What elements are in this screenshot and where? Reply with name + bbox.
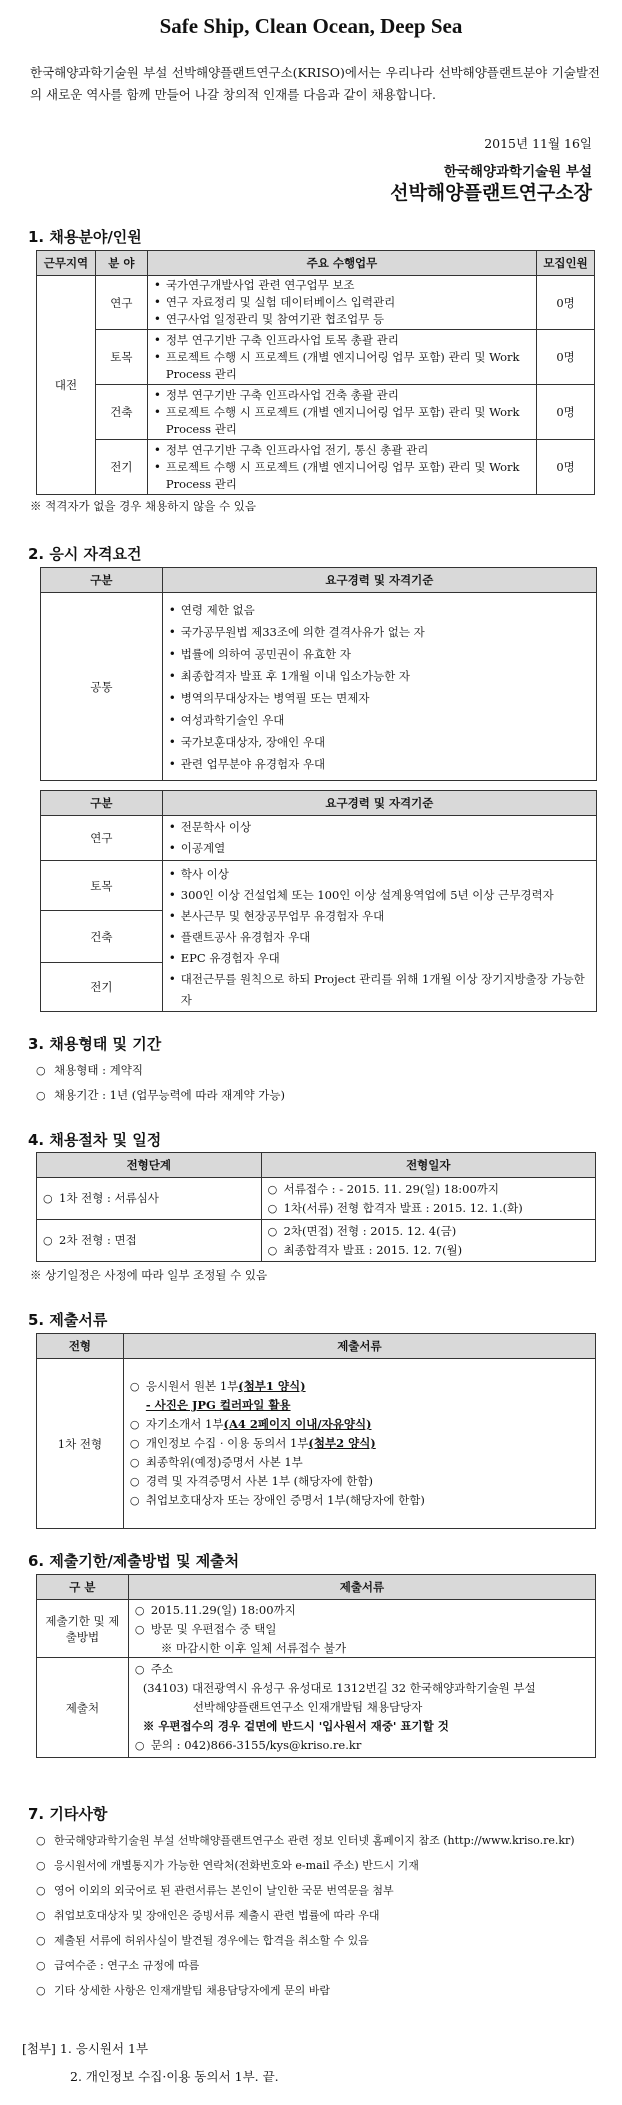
table-row — [37, 1178, 596, 1220]
duty-item: • 프로젝트 수행 시 프로젝트 (개별 엔지니어링 업무 포함) 관리 및 Work Process 관리 — [166, 404, 532, 438]
stage-label: ○ 2차 전형 : 면접 — [59, 1231, 257, 1250]
duty-item: • 연구 자료정리 및 실험 데이터베이스 입력관리 — [166, 294, 532, 311]
requirements-cell — [162, 593, 596, 781]
stage-label: ○ 1차 전형 : 서류심사 — [59, 1189, 257, 1208]
count-cell: 0명 — [537, 385, 595, 440]
table-row — [37, 1220, 596, 1262]
section-heading-documents: 5. 제출서류 — [28, 1311, 108, 1329]
date-item: ○ 1차(서류) 전형 합격자 발표 : 2015. 12. 1.(화) — [284, 1199, 591, 1218]
requirement-item: • 대전근무를 원칙으로 하되 Project 관리를 위해 1개월 이상 장기지방출장 가능한 자 — [181, 969, 592, 1011]
section-heading-schedule: 4. 채용절차 및 일정 — [28, 1131, 162, 1149]
table-row — [41, 593, 597, 781]
stage-cell — [37, 1220, 262, 1262]
schedule-note: ※ 상기일정은 사정에 따라 일부 조정될 수 있음 — [30, 1268, 268, 1282]
col-header: 전형 — [37, 1334, 124, 1359]
stage-cell: 1차 전형 — [37, 1359, 124, 1529]
document-item: ○ 경력 및 자격증명서 사본 1부 (해당자에 한함) — [146, 1472, 591, 1491]
field-cell: 연구 — [95, 276, 147, 330]
date-item: ○ 최종합격자 발표 : 2015. 12. 7(월) — [284, 1241, 591, 1260]
requirement-item: • 최종합격자 발표 후 1개월 이내 입소가능한 자 — [181, 665, 592, 687]
duties-cell — [147, 385, 536, 440]
count-cell: 0명 — [537, 440, 595, 495]
contact-item: ○ 문의 : 042)866-3155/kys@kriso.re.kr — [151, 1736, 591, 1755]
table-row — [37, 1359, 596, 1529]
deadline-item: ○ 2015.11.29(일) 18:00까지 — [151, 1601, 591, 1620]
table-row — [41, 861, 597, 911]
field-cell: 토목 — [95, 330, 147, 385]
date-cell — [261, 1220, 595, 1262]
table-header-row — [37, 251, 595, 276]
mail-note: ※ 우편접수의 경우 겉면에 반드시 '입사원서 재중' 표기할 것 — [142, 1719, 449, 1733]
duty-item: • 정부 연구기반 구축 인프라사업 건축 총괄 관리 — [166, 387, 532, 404]
requirement-item: • 300인 이상 건설업체 또는 100인 이상 설계용역업에 5년 이상 근무경력자 — [181, 885, 592, 906]
category-cell: 제출처 — [37, 1658, 129, 1758]
table-row — [37, 1658, 596, 1758]
table-row — [41, 816, 597, 861]
col-header: 근무지역 — [37, 251, 96, 276]
attachment-ref: (첨부1 양식) — [238, 1379, 306, 1393]
col-header: 모집인원 — [537, 251, 595, 276]
schedule-table — [36, 1152, 596, 1262]
count-cell: 0명 — [537, 330, 595, 385]
duty-item: • 정부 연구기반 구축 인프라사업 토목 총괄 관리 — [166, 332, 532, 349]
table-row — [37, 276, 595, 330]
col-header: 구분 — [41, 568, 163, 593]
employment-list — [36, 1058, 596, 1108]
table-row — [37, 330, 595, 385]
attachment-ref: (A4 2페이지 이내/자유양식) — [223, 1417, 372, 1431]
table-header-row — [41, 791, 597, 816]
list-item: ○ 취업보호대상자 및 장애인은 증빙서류 제출시 관련 법률에 따라 우대 — [36, 1903, 596, 1928]
document-item — [146, 1434, 591, 1453]
table-header-row — [37, 1575, 596, 1600]
date-cell — [261, 1178, 595, 1220]
document-text: 자기소개서 1부 — [145, 1417, 224, 1431]
list-item: ○ 제출된 서류에 허위사실이 발견될 경우에는 합격을 취소할 수 있음 — [36, 1928, 596, 1953]
requirement-item: • EPC 유경험자 우대 — [181, 948, 592, 969]
intro-paragraph: 한국해양과학기술원 부설 선박해양플랜트연구소(KRISO)에서는 우리나라 선박해양플랜트분야 기술발전의 새로운 역사를 함께 만들어 나갈 창의적 인재를 다음과 같이 채용합니다. — [30, 65, 600, 102]
requirements-cell — [162, 861, 596, 1012]
method-item: ○ 방문 및 우편접수 중 택일 — [151, 1620, 591, 1639]
requirements-cell — [162, 816, 596, 861]
address-line: (34103) 대전광역시 유성구 유성대로 1312번길 32 한국해양과학기술원 부설 — [142, 1681, 536, 1695]
deadline-note: ※ 마감시한 이후 일체 서류접수 불가 — [160, 1640, 347, 1655]
date-item: ○ 서류접수 : - 2015. 11. 29(일) 18:00까지 — [284, 1180, 591, 1199]
section-heading-submission: 6. 제출기한/제출방법 및 제출처 — [28, 1552, 240, 1570]
region-cell: 대전 — [37, 276, 96, 495]
col-header: 분 야 — [95, 251, 147, 276]
col-header: 구분 — [41, 791, 163, 816]
attachment-ref: (첨부2 양식) — [308, 1436, 376, 1450]
section-heading-qualifications: 2. 응시 자격요건 — [28, 545, 142, 563]
list-item: ○ 채용형태 : 계약직 — [36, 1058, 596, 1083]
duty-item: • 연구사업 일정관리 및 참여기관 협조업무 등 — [166, 311, 532, 328]
documents-cell — [123, 1359, 595, 1529]
document-item — [146, 1415, 591, 1434]
duty-item: • 프로젝트 수행 시 프로젝트 (개별 엔지니어링 업무 포함) 관리 및 Work Process 관리 — [166, 349, 532, 383]
duties-cell — [147, 276, 536, 330]
table-header-row — [37, 1153, 596, 1178]
requirement-item: • 국가보훈대상자, 장애인 우대 — [181, 731, 592, 753]
organization-parent: 한국해양과학기술원 부설 — [443, 164, 592, 180]
col-header: 전형일자 — [261, 1153, 595, 1178]
document-item — [146, 1377, 591, 1396]
list-item: ○ 기타 상세한 사항은 인재개발팀 채용담당자에게 문의 바람 — [36, 1978, 596, 2003]
category-cell: 연구 — [41, 816, 163, 861]
duty-item: • 정부 연구기반 구축 인프라사업 전기, 통신 총괄 관리 — [166, 442, 532, 459]
document-item: ○ 최종학위(예정)증명서 사본 1부 — [146, 1453, 591, 1472]
list-item: ○ 영어 이외의 외국어로 된 관련서류는 본인이 날인한 국문 번역문을 첨부 — [36, 1878, 596, 1903]
photo-note: - 사진은 JPG 컬러파일 활용 — [145, 1398, 291, 1412]
page-title: Safe Ship, Clean Ocean, Deep Sea — [159, 14, 463, 38]
field-cell: 전기 — [95, 440, 147, 495]
requirement-item: • 학사 이상 — [181, 864, 592, 885]
section-heading-positions: 1. 채용분야/인원 — [28, 228, 142, 246]
document-note — [146, 1396, 591, 1415]
table-row — [37, 385, 595, 440]
address-label: ○ 주소 — [151, 1660, 591, 1679]
col-header: 제출서류 — [128, 1575, 595, 1600]
duties-cell — [147, 330, 536, 385]
duty-item: • 프로젝트 수행 시 프로젝트 (개별 엔지니어링 업무 포함) 관리 및 Work Process 관리 — [166, 459, 532, 493]
col-header: 요구경력 및 자격기준 — [162, 791, 596, 816]
col-header: 요구경력 및 자격기준 — [162, 568, 596, 593]
col-header: 구 분 — [37, 1575, 129, 1600]
document-item: ○ 취업보호대상자 또는 장애인 증명서 1부(해당자에 한함) — [146, 1491, 591, 1510]
positions-note: ※ 적격자가 없을 경우 채용하지 않을 수 있음 — [30, 499, 256, 513]
list-item: ○ 급여수준 : 연구소 규정에 따름 — [36, 1953, 596, 1978]
requirement-item: • 본사근무 및 현장공무업무 유경험자 우대 — [181, 906, 592, 927]
section-heading-employment: 3. 채용형태 및 기간 — [28, 1035, 162, 1053]
table-header-row — [37, 1334, 596, 1359]
document-text: 응시원서 원본 1부 — [145, 1379, 239, 1393]
section-heading-etc: 7. 기타사항 — [28, 1805, 108, 1823]
organization-name: 선박해양플랜트연구소장 — [390, 182, 592, 204]
category-cell: 건축 — [41, 911, 163, 962]
list-item: ○ 채용기간 : 1년 (업무능력에 따라 재계약 가능) — [36, 1083, 596, 1108]
requirement-item: • 관련 업무분야 유경험자 우대 — [181, 753, 592, 775]
table-row — [37, 1600, 596, 1658]
field-qualifications-table — [40, 790, 597, 1012]
requirement-item: • 전문학사 이상 — [181, 817, 592, 838]
address-cell — [128, 1658, 595, 1758]
submission-table — [36, 1574, 596, 1758]
list-item: ○ 응시원서에 개별통지가 가능한 연락처(전화번호와 e-mail 주소) 반드시 기재 — [36, 1853, 596, 1878]
requirement-item: • 이공계열 — [181, 838, 592, 859]
document-text: 개인정보 수집 · 이용 동의서 1부 — [145, 1436, 309, 1450]
deadline-cell — [128, 1600, 595, 1658]
requirement-item: • 병역의무대상자는 병역필 또는 면제자 — [181, 687, 592, 709]
requirement-item: • 법률에 의하여 공민권이 유효한 자 — [181, 643, 592, 665]
common-qualifications-table — [40, 567, 597, 781]
documents-table — [36, 1333, 596, 1529]
requirement-item: • 국가공무원법 제33조에 의한 결격사유가 없는 자 — [181, 621, 592, 643]
etc-list — [36, 1828, 596, 2003]
positions-table — [36, 250, 595, 495]
table-row — [37, 440, 595, 495]
duties-cell — [147, 440, 536, 495]
stage-cell — [37, 1178, 262, 1220]
category-cell: 전기 — [41, 962, 163, 1011]
category-cell: 공통 — [41, 593, 163, 781]
date-item: ○ 2차(면접) 전형 : 2015. 12. 4(금) — [284, 1222, 591, 1241]
category-cell: 토목 — [41, 861, 163, 911]
count-cell: 0명 — [537, 276, 595, 330]
requirement-item: • 플랜트공사 유경험자 우대 — [181, 927, 592, 948]
col-header: 주요 수행업무 — [147, 251, 536, 276]
col-header: 전형단계 — [37, 1153, 262, 1178]
requirement-item: • 연령 제한 없음 — [181, 599, 592, 621]
field-cell: 건축 — [95, 385, 147, 440]
duty-item: • 국가연구개발사업 관련 연구업무 보조 — [166, 277, 532, 294]
requirement-item: • 여성과학기술인 우대 — [181, 709, 592, 731]
col-header: 제출서류 — [123, 1334, 595, 1359]
address-line: 선박해양플랜트연구소 인재개발팀 채용담당자 — [192, 1700, 423, 1714]
list-item: ○ 한국해양과학기술원 부설 선박해양플랜트연구소 관련 정보 인터넷 홈페이지 참조 (http://www.kriso.re.kr) — [36, 1828, 596, 1853]
category-cell: 제출기한 및 제출방법 — [37, 1600, 129, 1658]
announcement-date: 2015년 11월 16일 — [484, 136, 592, 151]
attachment-line-2: 2. 개인정보 수집·이용 동의서 1부. 끝. — [70, 2069, 279, 2084]
attachment-line-1: [첨부] 1. 응시원서 1부 — [22, 2041, 149, 2056]
table-header-row — [41, 568, 597, 593]
